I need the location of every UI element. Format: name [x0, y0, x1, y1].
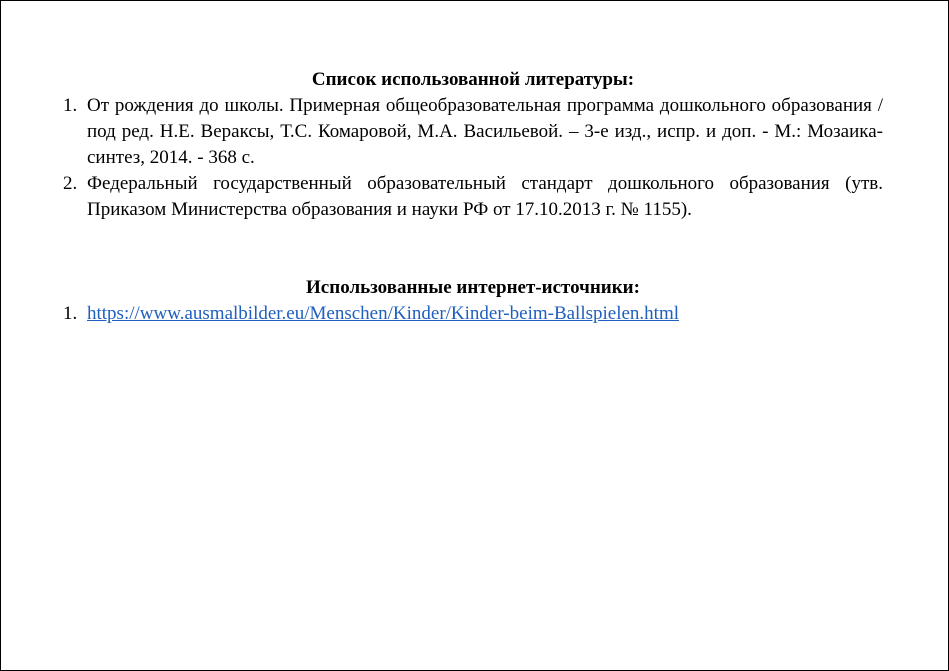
list-item-text: От рождения до школы. Примерная общеобразовательная программа дошкольного образования / под ред. Н.Е. Вераксы, Т.С. Комаровой, М.А. Васильевой. – 3-е изд., испр. и доп. - М.: Мозаика-синтез, 2014. - 368 с. — [87, 95, 883, 168]
internet-sources-list — [63, 301, 883, 327]
internet-sources-heading: Использованные интернет-источники: — [306, 277, 640, 298]
list-item-number: 1. — [63, 95, 78, 116]
source-link[interactable]: https://www.ausmalbilder.eu/Menschen/Kinder/Kinder-beim-Ballspielen.html — [87, 303, 680, 324]
literature-item — [63, 171, 883, 223]
page-content — [63, 67, 883, 327]
literature-item — [63, 93, 883, 171]
list-item-number: 2. — [63, 173, 78, 194]
literature-list — [63, 93, 883, 223]
internet-source-item — [63, 301, 883, 327]
literature-heading: Список использованной литературы: — [311, 69, 635, 90]
list-item-number: 1. — [63, 303, 78, 324]
list-item-text: Федеральный государственный образовательный стандарт дошкольного образования (утв. Приказом Министерства образования и науки РФ от 17.10.2013 г. № 1155). — [87, 173, 883, 220]
section-spacer — [63, 223, 883, 275]
